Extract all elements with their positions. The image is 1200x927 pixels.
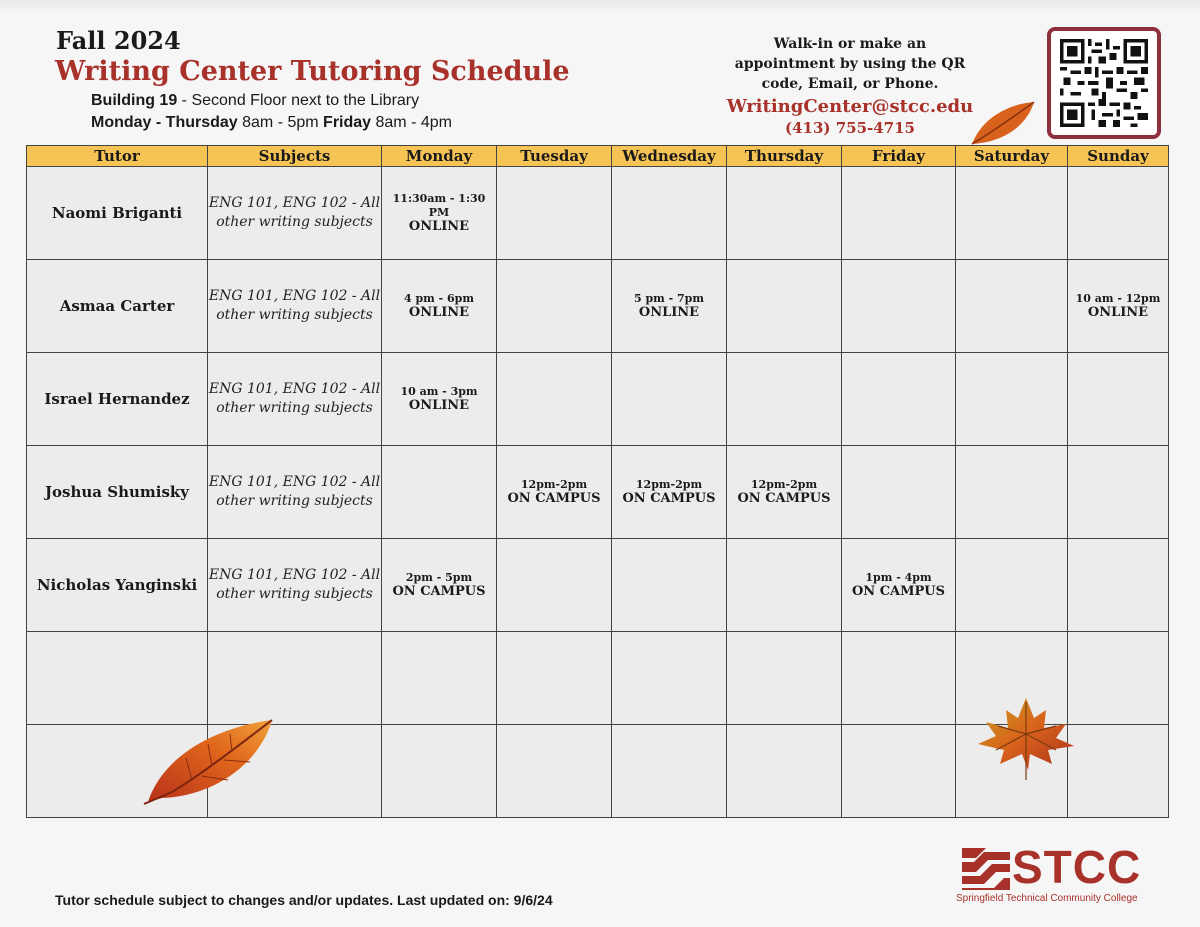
slot-sunday bbox=[1068, 260, 1169, 353]
hours-line bbox=[91, 114, 452, 132]
location-line bbox=[91, 92, 419, 110]
slot-time: 10 am - 12pm bbox=[1075, 292, 1161, 305]
empty-cell bbox=[612, 632, 727, 725]
table-row bbox=[27, 260, 1169, 353]
table-row bbox=[27, 539, 1169, 632]
empty-cell bbox=[497, 725, 612, 818]
empty-cell bbox=[727, 725, 842, 818]
empty-slot-saturday bbox=[956, 167, 1068, 260]
tutor-name: Israel Hernandez bbox=[27, 353, 208, 446]
empty-slot-sunday bbox=[1068, 167, 1169, 260]
slot-mode: ONLINE bbox=[408, 219, 470, 234]
hours-fri: 8am - 4pm bbox=[371, 114, 452, 131]
stcc-logo-icon bbox=[960, 846, 1012, 892]
subjects-cell bbox=[208, 446, 382, 539]
slot-time: 12pm-2pm bbox=[750, 478, 818, 491]
empty-cell bbox=[1068, 632, 1169, 725]
empty-cell bbox=[1068, 725, 1169, 818]
slot-mode: ON CAMPUS bbox=[851, 584, 946, 599]
col-header-monday: Monday bbox=[382, 146, 497, 167]
subjects-line-2: other writing subjects bbox=[216, 214, 373, 230]
slot-wednesday bbox=[612, 446, 727, 539]
empty-slot-saturday bbox=[956, 539, 1068, 632]
table-row bbox=[27, 353, 1169, 446]
col-header-sunday: Sunday bbox=[1068, 146, 1169, 167]
slot-mode: ONLINE bbox=[638, 305, 700, 320]
subjects-line-1: ENG 101, ENG 102 - All bbox=[208, 567, 381, 583]
table-row bbox=[27, 446, 1169, 539]
contact-phone[interactable]: (413) 755-4715 bbox=[784, 119, 915, 137]
subjects-cell bbox=[208, 539, 382, 632]
location-detail: - Second Floor next to the Library bbox=[177, 92, 420, 109]
subjects-cell bbox=[208, 353, 382, 446]
stcc-logo-subtitle: Springfield Technical Community College bbox=[956, 893, 1138, 904]
empty-slot-sunday bbox=[1068, 446, 1169, 539]
hours-fri-label: Friday bbox=[323, 114, 372, 131]
slot-monday bbox=[382, 167, 497, 260]
empty-slot-thursday bbox=[727, 353, 842, 446]
stcc-logo-text: STCC bbox=[1012, 841, 1142, 893]
slot-mode: ONLINE bbox=[408, 398, 470, 413]
slot-time: 11:30am - 1:30 PM bbox=[392, 192, 486, 219]
slot-monday bbox=[382, 260, 497, 353]
location-building: Building 19 bbox=[91, 92, 178, 109]
tutor-name: Nicholas Yanginski bbox=[27, 539, 208, 632]
empty-tutor-cell bbox=[27, 632, 208, 725]
col-header-wednesday: Wednesday bbox=[612, 146, 727, 167]
slot-tuesday bbox=[497, 446, 612, 539]
col-header-friday: Friday bbox=[842, 146, 956, 167]
subjects-line-1: ENG 101, ENG 102 - All bbox=[208, 288, 381, 304]
subjects-line-1: ENG 101, ENG 102 - All bbox=[208, 474, 381, 490]
empty-slot-tuesday bbox=[497, 539, 612, 632]
tutor-name: Naomi Briganti bbox=[27, 167, 208, 260]
slot-time: 1pm - 4pm bbox=[865, 571, 932, 584]
tutor-name: Joshua Shumisky bbox=[27, 446, 208, 539]
subjects-line-2: other writing subjects bbox=[216, 307, 373, 323]
col-header-tuesday: Tuesday bbox=[497, 146, 612, 167]
empty-slot-saturday bbox=[956, 446, 1068, 539]
slot-mode: ON CAMPUS bbox=[507, 491, 601, 506]
slot-mode: ON CAMPUS bbox=[622, 491, 716, 506]
subjects-line-1: ENG 101, ENG 102 - All bbox=[208, 381, 381, 397]
col-header-subjects: Subjects bbox=[208, 146, 382, 167]
empty-cell bbox=[382, 632, 497, 725]
empty-slot-friday bbox=[842, 446, 956, 539]
qr-code-icon bbox=[1059, 39, 1149, 127]
col-header-thursday: Thursday bbox=[727, 146, 842, 167]
slot-time: 2pm - 5pm bbox=[405, 571, 473, 584]
empty-slot-friday bbox=[842, 260, 956, 353]
slot-time: 5 pm - 7pm bbox=[633, 292, 705, 305]
slot-time: 4 pm - 6pm bbox=[403, 292, 475, 305]
empty-slot-monday bbox=[382, 446, 497, 539]
empty-cell bbox=[612, 725, 727, 818]
slot-mode: ON CAMPUS bbox=[392, 584, 486, 599]
slot-time: 12pm-2pm bbox=[635, 478, 703, 491]
hours-mt-label: Monday - Thursday bbox=[91, 114, 238, 131]
empty-slot-tuesday bbox=[497, 167, 612, 260]
col-header-saturday: Saturday bbox=[956, 146, 1068, 167]
empty-slot-sunday bbox=[1068, 353, 1169, 446]
empty-slot-wednesday bbox=[612, 353, 727, 446]
slot-mode: ONLINE bbox=[408, 305, 470, 320]
slot-friday bbox=[842, 539, 956, 632]
empty-slot-friday bbox=[842, 353, 956, 446]
contact-line-2: appointment by using the QR bbox=[734, 56, 966, 72]
slot-time: 12pm-2pm bbox=[520, 478, 588, 491]
empty-slot-thursday bbox=[727, 539, 842, 632]
empty-slot-friday bbox=[842, 167, 956, 260]
empty-slot-tuesday bbox=[497, 260, 612, 353]
contact-block bbox=[724, 34, 976, 137]
subjects-line-1: ENG 101, ENG 102 - All bbox=[208, 195, 381, 211]
autumn-leaf-icon bbox=[968, 98, 1038, 148]
contact-line-1: Walk-in or make an bbox=[773, 36, 927, 52]
empty-slot-saturday bbox=[956, 353, 1068, 446]
contact-email-link[interactable]: WritingCenter@stcc.edu bbox=[726, 96, 974, 117]
update-footnote: Tutor schedule subject to changes and/or updates. Last updated on: 9/6/24 bbox=[55, 892, 553, 908]
empty-cell bbox=[208, 632, 382, 725]
tutor-name: Asmaa Carter bbox=[27, 260, 208, 353]
contact-line-3: code, Email, or Phone. bbox=[761, 76, 939, 92]
slot-monday bbox=[382, 539, 497, 632]
slot-mode: ON CAMPUS bbox=[737, 491, 831, 506]
table-row bbox=[27, 167, 1169, 260]
slot-wednesday bbox=[612, 260, 727, 353]
slot-mode: ONLINE bbox=[1087, 305, 1149, 320]
season-label: Fall 2024 bbox=[56, 26, 181, 55]
empty-cell bbox=[382, 725, 497, 818]
empty-cell bbox=[497, 632, 612, 725]
subjects-line-2: other writing subjects bbox=[216, 493, 373, 509]
header-row bbox=[27, 146, 1169, 167]
qr-code[interactable] bbox=[1047, 27, 1161, 139]
subjects-cell bbox=[208, 167, 382, 260]
slot-time: 10 am - 3pm bbox=[400, 385, 478, 398]
slot-monday bbox=[382, 353, 497, 446]
subjects-line-2: other writing subjects bbox=[216, 586, 373, 602]
slot-thursday bbox=[727, 446, 842, 539]
empty-slot-wednesday bbox=[612, 167, 727, 260]
empty-slot-tuesday bbox=[497, 353, 612, 446]
empty-cell bbox=[842, 725, 956, 818]
empty-cell bbox=[727, 632, 842, 725]
empty-slot-wednesday bbox=[612, 539, 727, 632]
subjects-line-2: other writing subjects bbox=[216, 400, 373, 416]
hours-mt: 8am - 5pm bbox=[237, 114, 324, 131]
page-title: Writing Center Tutoring Schedule bbox=[55, 56, 570, 87]
empty-slot-thursday bbox=[727, 260, 842, 353]
empty-slot-saturday bbox=[956, 260, 1068, 353]
maple-leaf-icon bbox=[976, 694, 1076, 784]
col-header-tutor: Tutor bbox=[27, 146, 208, 167]
empty-slot-thursday bbox=[727, 167, 842, 260]
autumn-leaf-icon bbox=[142, 718, 274, 806]
empty-cell bbox=[842, 632, 956, 725]
empty-slot-sunday bbox=[1068, 539, 1169, 632]
subjects-cell bbox=[208, 260, 382, 353]
